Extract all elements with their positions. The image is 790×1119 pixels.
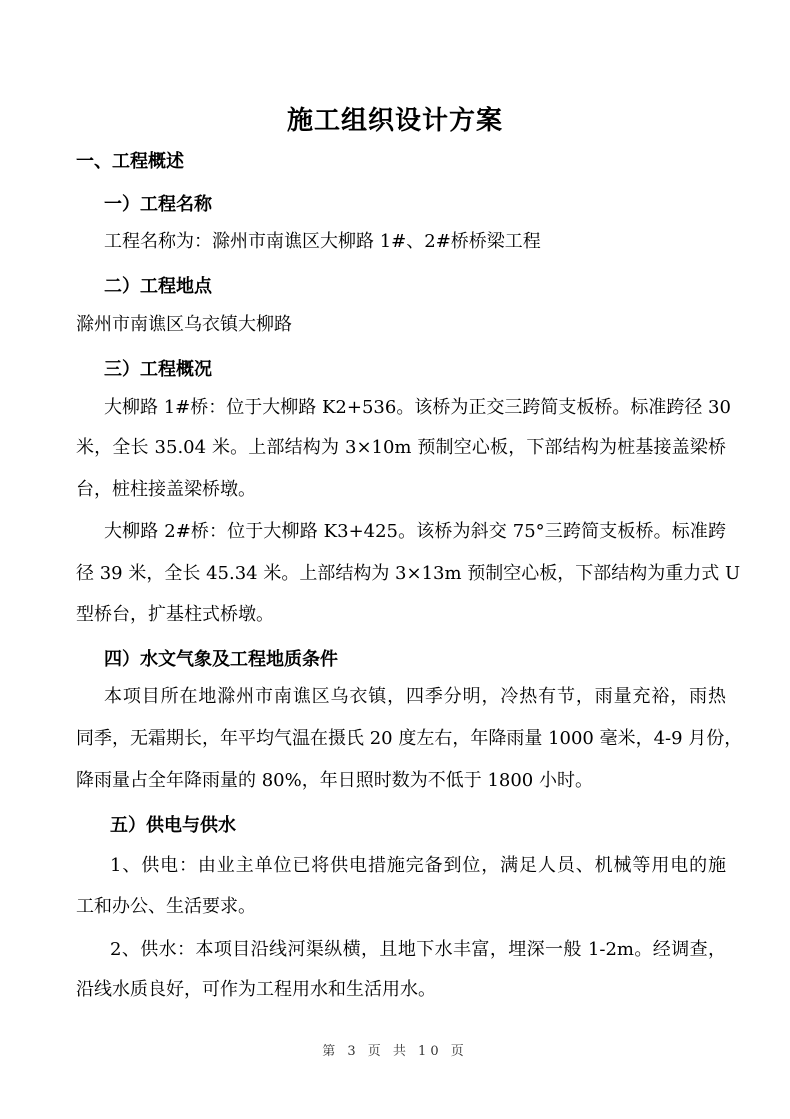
bridge1-line: 台，桩柱接盖梁桥墩。 bbox=[76, 479, 256, 500]
water-line: 2、供水：本项目沿线河渠纵横，且地下水丰富，埋深一般 1-2m。经调查， bbox=[110, 939, 726, 960]
page-number-footer: 第 3 页 共 10 页 bbox=[322, 1044, 468, 1059]
power-line: 工和办公、生活要求。 bbox=[76, 896, 256, 917]
project-location-text: 滁州市南谯区乌衣镇大柳路 bbox=[76, 314, 292, 335]
climate-line: 本项目所在地滁州市南谯区乌衣镇，四季分明，冷热有节，雨量充裕，雨热 bbox=[104, 686, 726, 707]
bridge1-line: 米，全长 35.04 米。上部结构为 3×10m 预制空心板，下部结构为桩基接盖梁桥 bbox=[76, 437, 726, 458]
subheading-project-name: 一）工程名称 bbox=[104, 194, 212, 215]
document-title: 施工组织设计方案 bbox=[286, 106, 503, 136]
bridge1-line: 大柳路 1#桥：位于大柳路 K2+536。该桥为正交三跨简支板桥。标准跨径 30 bbox=[104, 397, 731, 418]
climate-line: 降雨量占全年降雨量的 80%，年日照时数为不低于 1800 小时。 bbox=[76, 770, 593, 791]
bridge2-line: 型桥台，扩基柱式桥墩。 bbox=[76, 604, 274, 625]
power-line: 1、供电：由业主单位已将供电措施完备到位，满足人员、机械等用电的施 bbox=[110, 855, 726, 876]
bridge2-line: 径 39 米，全长 45.34 米。上部结构为 3×13m 预制空心板，下部结构为重力式 U bbox=[76, 563, 741, 584]
subheading-power-water: 五）供电与供水 bbox=[110, 815, 236, 836]
section-heading-overview: 一、工程概述 bbox=[76, 151, 184, 172]
subheading-hydrology-geology: 四）水文气象及工程地质条件 bbox=[104, 649, 338, 670]
subheading-project-location: 二）工程地点 bbox=[104, 276, 212, 297]
subheading-project-overview: 三）工程概况 bbox=[104, 359, 212, 380]
bridge2-line: 大柳路 2#桥：位于大柳路 K3+425。该桥为斜交 75°三跨简支板桥。标准跨 bbox=[104, 521, 726, 542]
project-name-text: 工程名称为：滁州市南谯区大柳路 1#、2#桥桥梁工程 bbox=[104, 231, 541, 252]
climate-line: 同季，无霜期长，年平均气温在摄氏 20 度左右，年降雨量 1000 毫米，4-9 月份， bbox=[76, 728, 743, 749]
water-line: 沿线水质良好，可作为工程用水和生活用水。 bbox=[76, 979, 436, 1000]
